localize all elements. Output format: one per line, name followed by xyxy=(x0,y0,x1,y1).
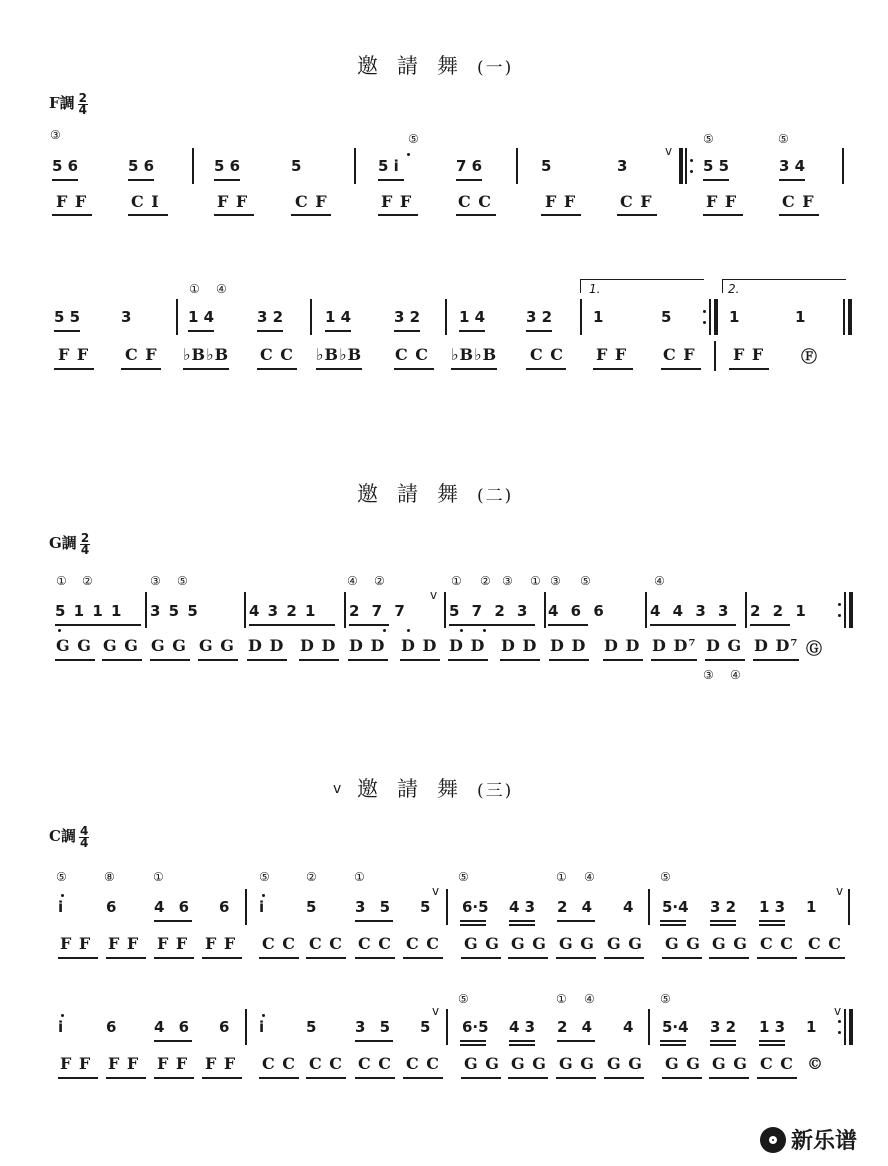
fingering: ⑤ xyxy=(56,870,67,884)
time-signature xyxy=(79,823,89,850)
chord: F F xyxy=(205,934,237,953)
notes: i xyxy=(259,898,265,916)
section-1-key xyxy=(49,92,88,116)
fingering: ③ xyxy=(703,668,714,682)
notes: 4 6 6 xyxy=(548,602,604,620)
notes: 6·5 xyxy=(462,1018,489,1036)
chord: D D xyxy=(604,636,641,655)
chord: ♭B♭B xyxy=(316,345,363,364)
title-number: (三) xyxy=(477,781,514,801)
chord: F F xyxy=(217,192,249,211)
chord: C C xyxy=(395,345,430,364)
fingering: ⑤ xyxy=(458,870,469,884)
key-label: C調 xyxy=(49,827,76,845)
chord: G G xyxy=(511,1054,547,1073)
ts-bottom: 4 xyxy=(80,542,90,557)
chord: F F xyxy=(706,192,738,211)
breath-mark: v xyxy=(665,144,673,158)
notes: 5 1 1 1 xyxy=(55,602,122,620)
chord: G G xyxy=(56,636,92,655)
chord: C C xyxy=(530,345,565,364)
chord: F F xyxy=(157,934,189,953)
chord: D D xyxy=(501,636,538,655)
notes: 3 5 5 xyxy=(150,602,198,620)
chord: D D xyxy=(449,636,486,655)
notes: 5 xyxy=(306,898,317,916)
title-text: 邀請舞 xyxy=(357,54,477,78)
chord: C C xyxy=(808,934,843,953)
chord: F F xyxy=(596,345,628,364)
notes: 1 3 xyxy=(759,898,786,916)
chord: G G xyxy=(103,636,139,655)
chord: G G xyxy=(665,1054,701,1073)
fingering: ① xyxy=(530,574,541,588)
watermark-logo xyxy=(760,1124,857,1155)
chord: C C xyxy=(358,1054,393,1073)
notes: 5 xyxy=(541,157,552,175)
chord: G G xyxy=(199,636,235,655)
chord: C F xyxy=(620,192,653,211)
section-3-key xyxy=(49,825,89,849)
fingering: ① xyxy=(556,870,567,884)
chord: F F xyxy=(58,345,90,364)
fingering: ⑤ xyxy=(408,132,419,146)
notes: 3 4 xyxy=(779,157,806,175)
notes: 1 xyxy=(729,308,740,326)
notes: 1 xyxy=(795,308,806,326)
notes: 5 xyxy=(306,1018,317,1036)
chord: F F xyxy=(733,345,765,364)
notes: 5 xyxy=(420,898,431,916)
section-3-title xyxy=(357,773,513,803)
notes: 5 5 xyxy=(54,308,81,326)
notes: 6 xyxy=(106,1018,117,1036)
chord: G G xyxy=(559,1054,595,1073)
notes: 5 7 2 3 xyxy=(449,602,528,620)
high-dot xyxy=(407,153,410,156)
notes: 3 5 xyxy=(355,898,391,916)
fingering: ⑧ xyxy=(104,870,115,884)
notes: 2 2 1 xyxy=(750,602,806,620)
fingering: ④ xyxy=(347,574,358,588)
chord: C F xyxy=(295,192,328,211)
chord: G G xyxy=(151,636,187,655)
fingering: ② xyxy=(306,870,317,884)
notes: 1 3 xyxy=(759,1018,786,1036)
chord: C C xyxy=(309,934,344,953)
chord: G G xyxy=(712,1054,748,1073)
notes: 3 2 xyxy=(710,898,737,916)
chord: C F xyxy=(125,345,158,364)
chord: ♭B♭B xyxy=(183,345,230,364)
chord: G G xyxy=(607,1054,643,1073)
chord: G G xyxy=(511,934,547,953)
ts-bottom: 4 xyxy=(78,102,88,117)
time-signature xyxy=(78,90,88,117)
notes: 6 xyxy=(219,898,230,916)
notes: 5 xyxy=(661,308,672,326)
fingering: ⑤ xyxy=(580,574,591,588)
chord: G G xyxy=(607,934,643,953)
fingering: ⑤ xyxy=(177,574,188,588)
fingering: ⑤ xyxy=(660,992,671,1006)
breath-mark: v xyxy=(333,781,342,797)
notes: 7 6 xyxy=(456,157,483,175)
notes: 5 i xyxy=(378,157,399,175)
fingering: ④ xyxy=(584,992,595,1006)
fingering: ③ xyxy=(150,574,161,588)
notes: 3 xyxy=(617,157,628,175)
notes: 4 3 xyxy=(509,898,536,916)
fingering: ① xyxy=(153,870,164,884)
notes: 3 2 xyxy=(526,308,553,326)
chord: G G xyxy=(464,934,500,953)
notes: 2 4 xyxy=(557,1018,593,1036)
notes: 5·4 xyxy=(662,1018,689,1036)
ts-top: 4 xyxy=(79,823,89,838)
chord: G G xyxy=(712,934,748,953)
fingering: ⑤ xyxy=(259,870,270,884)
ts-top: 2 xyxy=(78,90,88,105)
chord: C F xyxy=(663,345,696,364)
notes: 4 3 2 1 xyxy=(249,602,316,620)
notes: 1 4 xyxy=(459,308,486,326)
key-label: G調 xyxy=(49,534,77,552)
chord: D D xyxy=(349,636,386,655)
chord: F F xyxy=(60,1054,92,1073)
title-number: (一) xyxy=(477,58,514,78)
fingering: ① xyxy=(189,282,200,296)
notes: 6 xyxy=(106,898,117,916)
fingering: ② xyxy=(374,574,385,588)
fingering: ① xyxy=(56,574,67,588)
logo-text: 新乐谱 xyxy=(791,1129,858,1154)
notes: 3 2 xyxy=(394,308,421,326)
ts-bottom: 4 xyxy=(79,835,89,850)
chord: F F xyxy=(56,192,88,211)
chord: D D⁷ xyxy=(754,636,799,655)
chord: F F xyxy=(381,192,413,211)
chord: D D xyxy=(550,636,587,655)
fingering: ③ xyxy=(50,128,61,142)
chord: D D xyxy=(248,636,285,655)
notes: 4 xyxy=(623,1018,634,1036)
chord: ♭B♭B xyxy=(451,345,498,364)
chord: G G xyxy=(559,934,595,953)
notes: 3 2 xyxy=(257,308,284,326)
chord: Ⓖ xyxy=(806,639,824,658)
fingering: ④ xyxy=(216,282,227,296)
chord: C F xyxy=(782,192,815,211)
notes: i xyxy=(58,898,64,916)
chord: F F xyxy=(205,1054,237,1073)
title-number: (二) xyxy=(477,486,514,506)
chord: C C xyxy=(458,192,493,211)
chord: F F xyxy=(108,1054,140,1073)
fingering: ④ xyxy=(730,668,741,682)
chord: C C xyxy=(760,1054,795,1073)
fingering: ⑤ xyxy=(778,132,789,146)
key-label: F調 xyxy=(49,94,75,112)
notes: 4 xyxy=(623,898,634,916)
breath-mark: v xyxy=(432,884,440,898)
notes: 5 xyxy=(420,1018,431,1036)
volta-1: 1. xyxy=(589,282,601,296)
fingering: ⑤ xyxy=(660,870,671,884)
breath-mark: v xyxy=(834,1004,842,1018)
breath-mark: v xyxy=(836,884,844,898)
notes: i xyxy=(259,1018,265,1036)
notes: 1 xyxy=(593,308,604,326)
fingering: ① xyxy=(556,992,567,1006)
notes: 6·5 xyxy=(462,898,489,916)
notes: 1 xyxy=(806,1018,817,1036)
notes: 4 6 xyxy=(154,1018,190,1036)
chord: C C xyxy=(406,1054,441,1073)
fingering: ⑤ xyxy=(703,132,714,146)
fingering: ④ xyxy=(584,870,595,884)
chord: F F xyxy=(157,1054,189,1073)
chord: © xyxy=(807,1054,824,1073)
notes: 4 6 xyxy=(154,898,190,916)
fingering: ① xyxy=(451,574,462,588)
notes: 2 7 7 xyxy=(349,602,405,620)
chord: C C xyxy=(262,934,297,953)
chord: F F xyxy=(60,934,92,953)
chord: D D xyxy=(401,636,438,655)
fingering: ③ xyxy=(502,574,513,588)
notes: 4 3 xyxy=(509,1018,536,1036)
notes: 5 5 xyxy=(703,157,730,175)
chord: G G xyxy=(464,1054,500,1073)
notes: 5·4 xyxy=(662,898,689,916)
chord: F F xyxy=(545,192,577,211)
fingering: ③ xyxy=(550,574,561,588)
notes: 5 6 xyxy=(128,157,155,175)
section-2-key xyxy=(49,532,90,556)
fingering: ⑤ xyxy=(458,992,469,1006)
notes: 1 4 xyxy=(188,308,215,326)
title-text: 邀請舞 xyxy=(357,482,477,506)
section-1-title xyxy=(357,50,513,80)
chord: F F xyxy=(108,934,140,953)
chord: C C xyxy=(760,934,795,953)
fingering: ② xyxy=(480,574,491,588)
notes: 5 6 xyxy=(52,157,79,175)
notes: 3 5 xyxy=(355,1018,391,1036)
notes: 2 4 xyxy=(557,898,593,916)
chord: C I xyxy=(131,192,160,211)
notes: 5 xyxy=(291,157,302,175)
fingering: ④ xyxy=(654,574,665,588)
notes: i xyxy=(58,1018,64,1036)
notes: 3 2 xyxy=(710,1018,737,1036)
title-text: 邀請舞 xyxy=(357,777,477,801)
time-signature xyxy=(80,530,90,557)
fingering: ② xyxy=(82,574,93,588)
chord: C C xyxy=(262,1054,297,1073)
breath-mark: v xyxy=(432,1004,440,1018)
chord: D D⁷ xyxy=(652,636,697,655)
notes: 6 xyxy=(219,1018,230,1036)
notes: 1 4 xyxy=(325,308,352,326)
chord: C C xyxy=(309,1054,344,1073)
vinyl-record-icon xyxy=(760,1127,786,1153)
section-2-title xyxy=(357,478,513,508)
breath-mark: v xyxy=(430,588,438,602)
notes: 1 xyxy=(806,898,817,916)
chord: G G xyxy=(665,934,701,953)
chord: C C xyxy=(260,345,295,364)
chord: D D xyxy=(300,636,337,655)
notes: 4 4 3 3 xyxy=(650,602,729,620)
chord: C C xyxy=(358,934,393,953)
chord: C C xyxy=(406,934,441,953)
volta-2: 2. xyxy=(728,282,740,296)
notes: 5 6 xyxy=(214,157,241,175)
ts-top: 2 xyxy=(80,530,90,545)
chord: D G xyxy=(706,636,743,655)
fingering: ① xyxy=(354,870,365,884)
notes: 3 xyxy=(121,308,132,326)
chord: Ⓕ xyxy=(801,347,819,366)
